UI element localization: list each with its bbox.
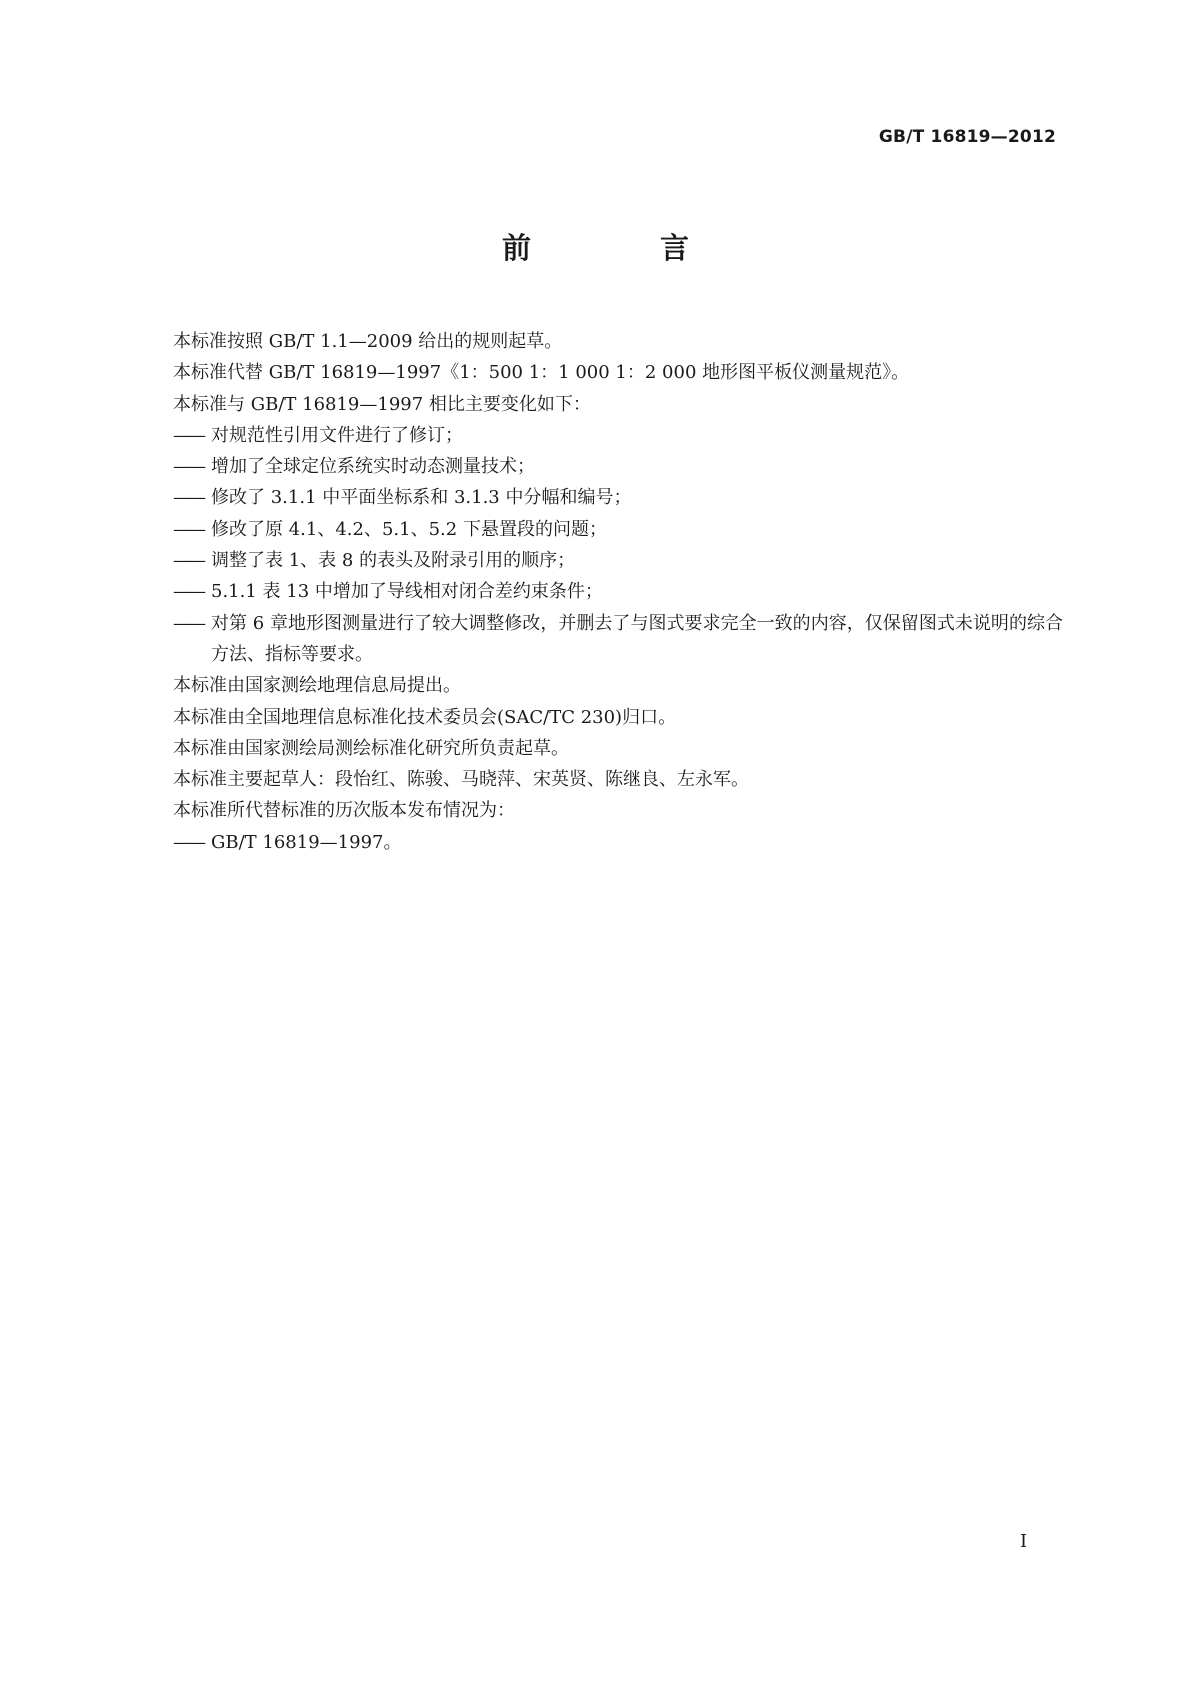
dash-marker: —— [173, 518, 203, 540]
list-item [173, 482, 1063, 513]
list-item [173, 827, 1063, 858]
list-item-text: GB/T 16819—1997。 [211, 831, 402, 853]
dash-marker: —— [173, 831, 203, 853]
list-item-text: 对规范性引用文件进行了修订； [211, 424, 463, 446]
list-item-text: 增加了全球定位系统实时动态测量技术； [211, 456, 535, 478]
paragraph-drafting-rules: 本标准按照 GB/T 1.1—2009 给出的规则起草。 [173, 331, 563, 352]
paragraph-drafted-by: 本标准由国家测绘局测绘标准化研究所负责起草。 [173, 737, 569, 759]
dash-marker: —— [173, 612, 203, 634]
list-item [173, 451, 1063, 482]
dash-marker: —— [173, 424, 203, 446]
paragraph-replaces: 本标准代替 GB/T 16819—1997《1：500 1：1 000 1：2 000 地形图平板仪测量规范》。 [173, 362, 910, 384]
list-item-text: 对第 6 章地形图测量进行了较大调整修改，并删去了与图式要求完全一致的内容，仅保留图式未说明的综合方法、指标等要求。 [211, 612, 1063, 665]
list-item-text: 调整了表 1、表 8 的表头及附录引用的顺序； [211, 550, 576, 572]
dash-marker: —— [173, 581, 203, 603]
page-title: 前 言 [501, 231, 739, 265]
dash-marker: —— [173, 487, 203, 509]
list-item [173, 608, 1063, 671]
paragraph-proposed-by: 本标准由国家测绘地理信息局提出。 [173, 675, 461, 697]
foreword-body [173, 326, 1063, 858]
list-item-text: 修改了 3.1.1 中平面坐标系和 3.1.3 中分幅和编号； [211, 487, 632, 509]
dash-marker: —— [173, 550, 203, 572]
list-item [173, 514, 1063, 545]
list-item [173, 545, 1063, 576]
page-number: I [1020, 1531, 1028, 1552]
paragraph-main-changes: 本标准与 GB/T 16819—1997 相比主要变化如下： [173, 393, 591, 415]
standard-code: GB/T 16819—2012 [878, 127, 1056, 147]
list-item-text: 5.1.1 表 13 中增加了导线相对闭合差约束条件； [211, 581, 603, 603]
paragraph-under-jurisdiction: 本标准由全国地理信息标准化技术委员会(SAC/TC 230)归口。 [173, 706, 677, 728]
paragraph-main-drafters: 本标准主要起草人：段怡红、陈骏、马晓萍、宋英贤、陈继良、左永军。 [173, 769, 749, 791]
dash-marker: —— [173, 456, 203, 478]
list-item [173, 576, 1063, 607]
list-item-text: 修改了原 4.1、4.2、5.1、5.2 下悬置段的问题； [211, 518, 607, 540]
paragraph-version-history: 本标准所代替标准的历次版本发布情况为： [173, 800, 515, 822]
list-item [173, 420, 1063, 451]
